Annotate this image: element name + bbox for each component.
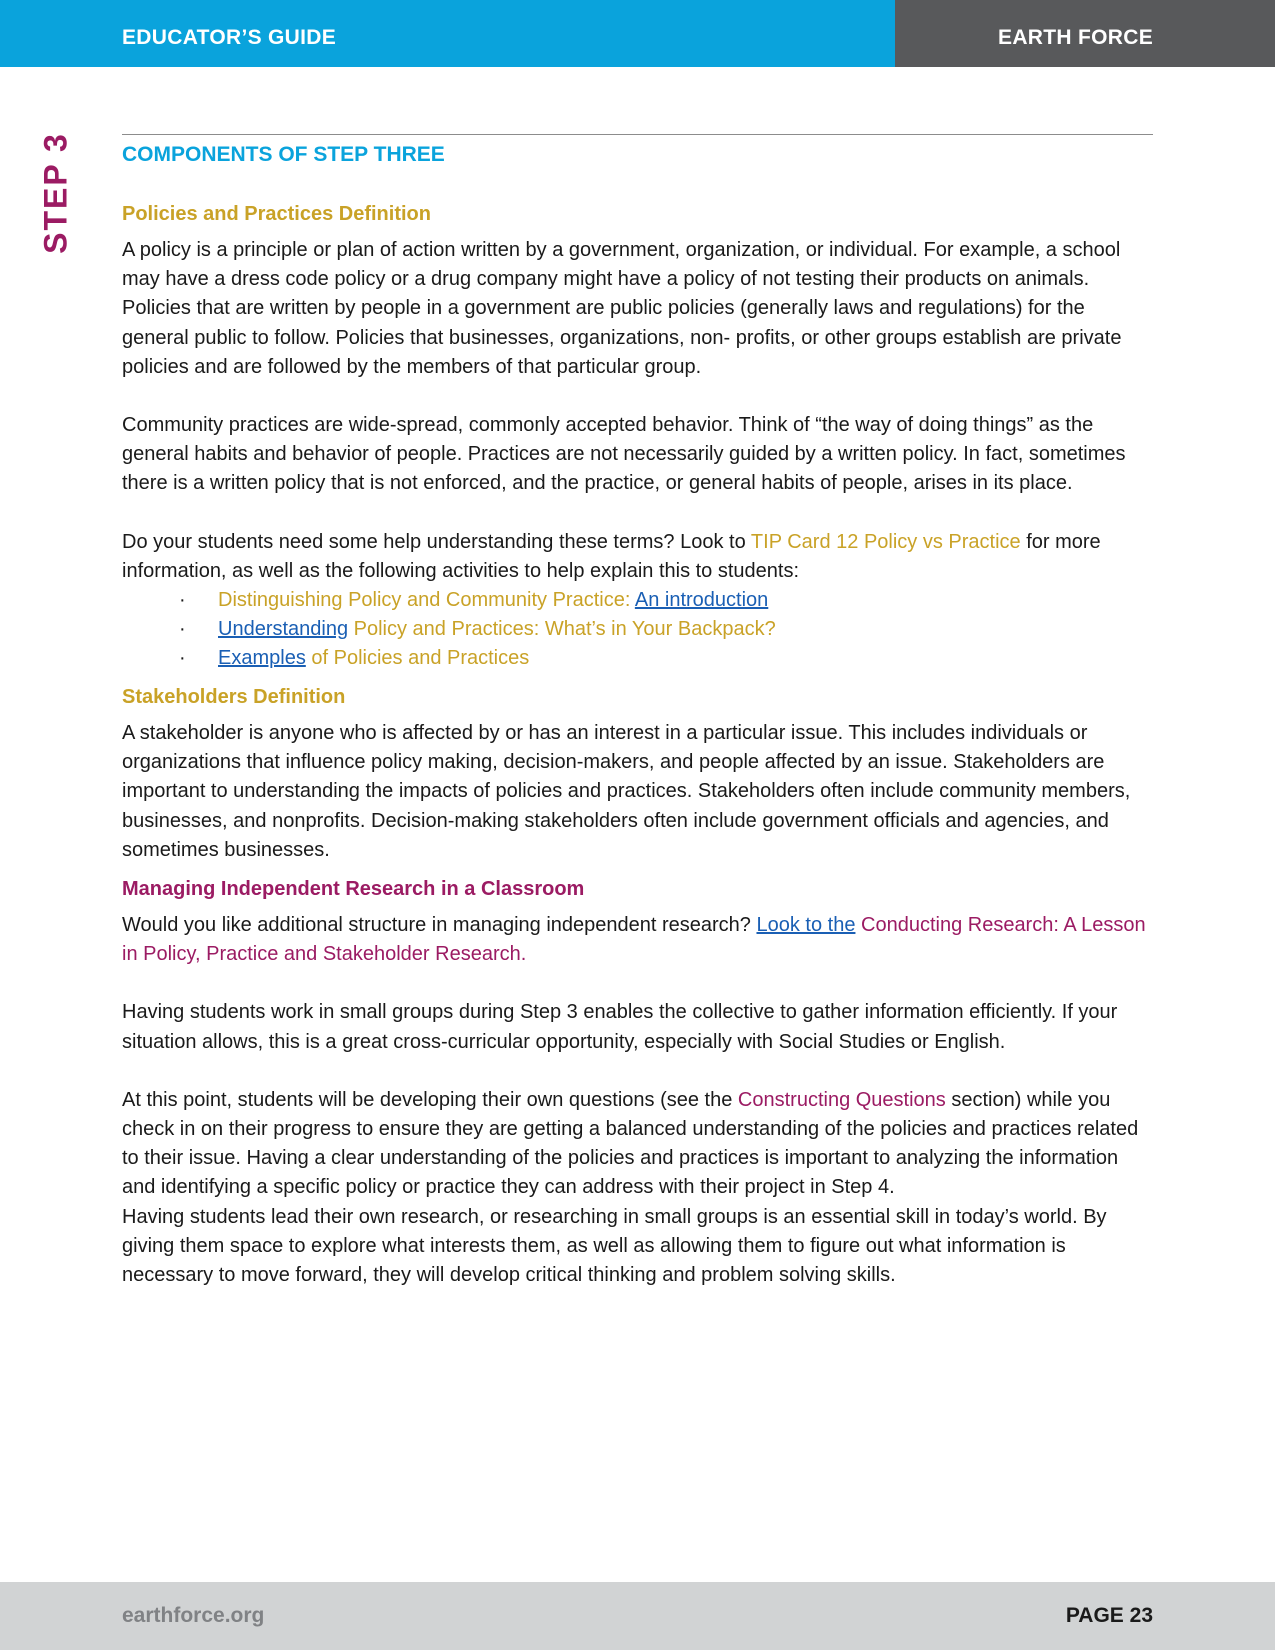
policies-heading: Policies and Practices Definition xyxy=(122,203,431,225)
list-item: · Examples of Policies and Practices xyxy=(122,644,1153,673)
activity-link-introduction[interactable]: An introduction xyxy=(634,589,769,612)
header-right-band xyxy=(895,0,1275,67)
look-to-the-link[interactable]: Look to the xyxy=(756,914,856,937)
activity-link-understanding[interactable]: Understanding xyxy=(218,618,349,641)
activities-list xyxy=(122,586,1153,673)
page-number: PAGE 23 xyxy=(1065,1604,1153,1627)
page-header xyxy=(0,0,1275,67)
community-practices-paragraph: Community practices are wide-spread, commonly accepted behavior. Think of “the way of doing things” as the general habits and behavior of people. Practices are not necessarily guided by a written policy. In fact, sometimes there is a written policy that is not enforced, and the practice, or general habits of people, arises in its place. xyxy=(122,414,1126,495)
stakeholders-heading: Stakeholders Definition xyxy=(122,686,346,709)
main-content xyxy=(122,140,1153,1290)
header-left-band xyxy=(0,0,895,67)
research-structure-paragraph: Would you like additional structure in managing independent research? Look to the Conducting Research: A Lesson in Policy, Practice and Stakeholder Research. xyxy=(122,914,1146,966)
list-item: · Understanding Policy and Practices: What’s in Your Backpack? xyxy=(122,615,1153,644)
org-title: EARTH FORCE xyxy=(998,26,1153,49)
footer-url[interactable]: earthforce.org xyxy=(122,1604,265,1627)
constructing-questions-link[interactable]: Constructing Questions xyxy=(737,1088,946,1111)
research-skills-paragraph: Having students lead their own research, or researching in small groups is an essential skill in today’s world. By giving them space to explore what interests them, as well as allowing them to figure out what information is necessary to move forward, they will develop critical thinking and problem solving skills. xyxy=(122,1205,1107,1287)
research-heading: Managing Independent Research in a Classroom xyxy=(122,878,585,901)
guide-title: EDUCATOR’S GUIDE xyxy=(122,26,337,49)
help-paragraph: Do your students need some help understanding these terms? Look to TIP Card 12 Policy vs Practice for more information, as well as the following activities to help explain this to students: xyxy=(122,530,1101,582)
stakeholders-paragraph: A stakeholder is anyone who is affected by or has an interest in a particular issue. This includes individuals or organizations that influence policy making, decision-makers, and people affected by an issue. Stakeholders are important to understanding the impacts of policies and practices. Stakeholders often include community members, businesses, and nonprofits. Decision-making stakeholders often include government officials and agencies, and sometimes businesses. xyxy=(122,722,1131,861)
public-private-policies-paragraph: Policies that are written by people in a government are public policies (generally laws and regulations) for the general public to follow. Policies that businesses, organizations, non- profits, or other groups establish are private policies and are followed by the members of that particular group. xyxy=(122,297,1122,378)
policy-definition-paragraph: A policy is a principle or plan of action written by a government, organization, or individual. For example, a school may have a dress code policy or a drug company might have a policy of not testing their products on animals. xyxy=(122,239,1121,291)
small-groups-paragraph: Having students work in small groups during Step 3 enables the collective to gather information efficiently. If your situation allows, this is a great cross-curricular opportunity, especially with Social Studies or English. xyxy=(122,1001,1118,1053)
step-side-tab xyxy=(38,134,74,252)
section-divider xyxy=(122,134,1153,135)
conducting-research-link[interactable]: Conducting Research: A Lesson in Policy, Practice and Stakeholder Research. xyxy=(122,914,1146,966)
questions-paragraph: At this point, students will be developing their own questions (see the Constructing Questions section) while you check in on their progress to ensure they are getting a balanced understanding of the policies and practices related to their issue. Having a clear understanding of the policies and practices is important to analyzing the information and identifying a specific policy or practice they can address with their project in Step 4. xyxy=(122,1088,1139,1199)
activity-link-examples[interactable]: Examples xyxy=(218,647,306,670)
tip-card-link[interactable]: TIP Card 12 Policy vs Practice xyxy=(750,530,1021,553)
list-item: · Distinguishing Policy and Community Practice: An introduction xyxy=(122,586,1153,615)
section-title: COMPONENTS OF STEP THREE xyxy=(122,143,445,166)
step-label: STEP 3 xyxy=(37,132,74,254)
page-footer xyxy=(0,1582,1275,1650)
